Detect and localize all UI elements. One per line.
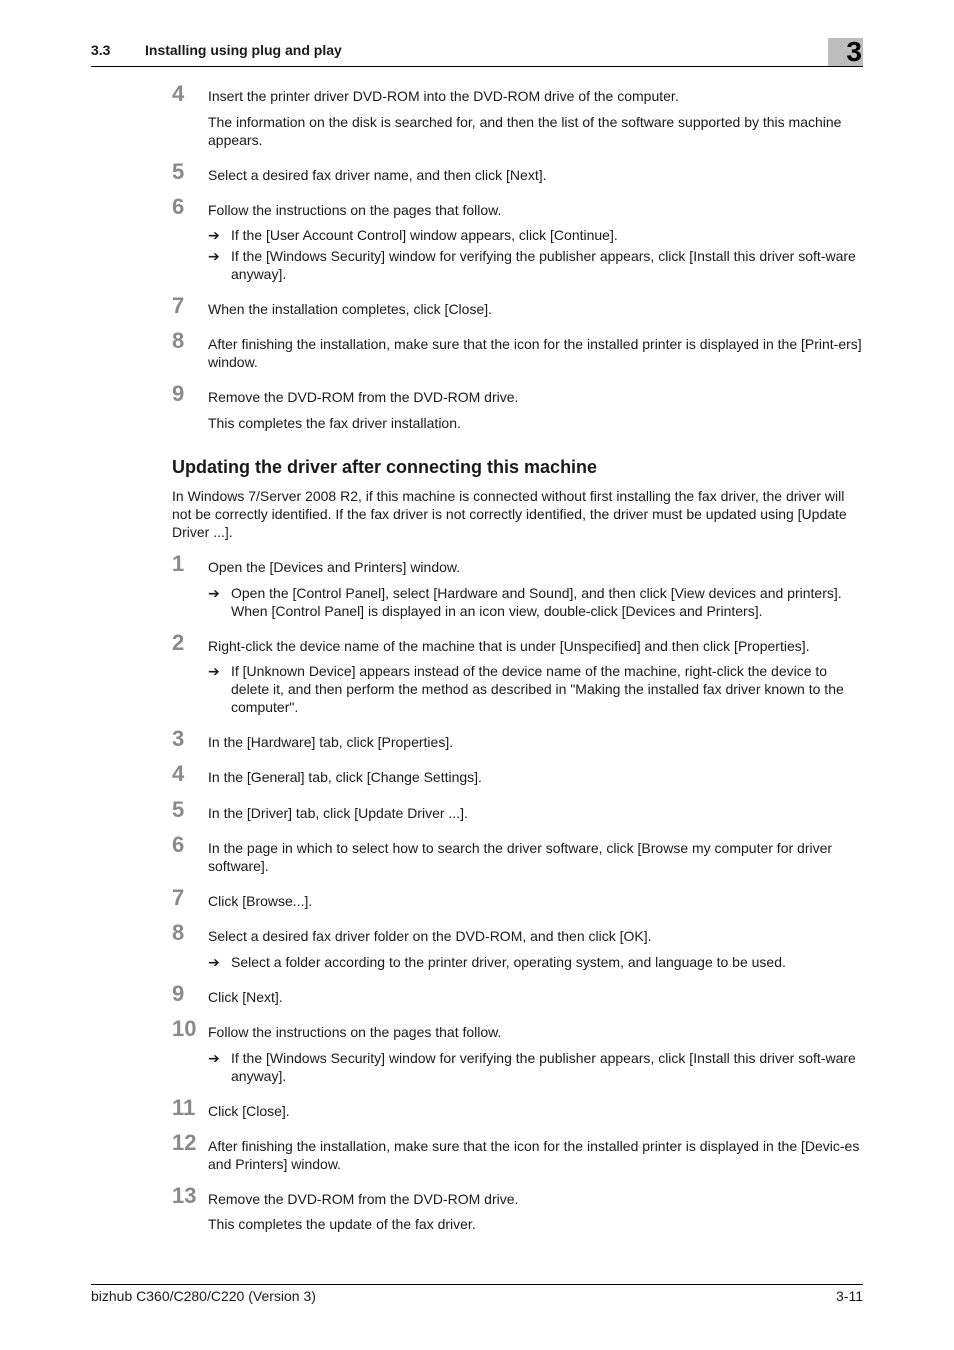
- step-text: When the installation completes, click [Close].: [208, 301, 493, 317]
- step-bullet: Open the [Control Panel], select [Hardware and Sound], and then click [View devices and printers]. When [Control Panel] is displayed in an icon view, double-click [Devices and Printers].: [231, 585, 842, 619]
- page-footer: [91, 1284, 863, 1304]
- step-bullet: If the [Windows Security] window for verifying the publisher appears, click [Install this driver soft-ware anyway].: [231, 248, 856, 282]
- chapter-number: 3: [846, 36, 862, 67]
- step-text: Remove the DVD-ROM from the DVD-ROM drive.: [208, 389, 519, 405]
- step-text: Follow the instructions on the pages that follow.: [208, 202, 502, 218]
- step-bullet: If [Unknown Device] appears instead of the device name of the machine, right-click the device to delete it, and then perform the method as described in "Making the installed fax driver known to the computer".: [231, 663, 844, 715]
- step-text: Follow the instructions on the pages that follow.: [208, 1024, 502, 1040]
- arrow-icon: ➔: [208, 248, 220, 264]
- arrow-icon: ➔: [208, 585, 220, 601]
- section-title: Installing using plug and play: [145, 42, 342, 58]
- step-number: 11: [172, 1095, 196, 1120]
- step-text: Insert the printer driver DVD-ROM into the DVD-ROM drive of the computer.: [208, 88, 679, 104]
- step-number: 3: [172, 726, 185, 751]
- section-number: 3.3: [91, 42, 111, 58]
- section-intro: In Windows 7/Server 2008 R2, if this machine is connected without first installing the fax driver, the driver will not be correctly identified. If the fax driver is not correctly identified, the driver must be updated using [Update Driver ...].: [172, 488, 847, 540]
- step-number: 8: [172, 920, 185, 945]
- step-number: 6: [172, 832, 185, 857]
- arrow-icon: ➔: [208, 954, 220, 970]
- step-text: In the page in which to select how to search the driver software, click [Browse my computer for driver software].: [208, 840, 833, 874]
- step-number: 8: [172, 328, 185, 353]
- step-text: Click [Browse...].: [208, 893, 313, 909]
- step-number: 5: [172, 797, 185, 822]
- step-number: 6: [172, 194, 185, 219]
- chapter-tab: [828, 38, 863, 66]
- step-number: 13: [172, 1183, 197, 1208]
- step-text: In the [General] tab, click [Change Settings].: [208, 769, 482, 785]
- step-text: Click [Close].: [208, 1103, 290, 1119]
- footer-page-number: 3-11: [836, 1288, 863, 1304]
- step-note: The information on the disk is searched for, and then the list of the software supported by this machine appears.: [208, 114, 842, 148]
- subsection-heading: Updating the driver after connecting this machine: [172, 457, 598, 477]
- step-bullet: Select a folder according to the printer driver, operating system, and language to be used.: [231, 954, 786, 970]
- step-text: After finishing the installation, make sure that the icon for the installed printer is displayed in the [Devic-es and Printers] window.: [208, 1138, 860, 1172]
- step-number: 7: [172, 885, 185, 910]
- step-number: 5: [172, 159, 185, 184]
- step-number: 12: [172, 1130, 197, 1155]
- step-number: 4: [172, 81, 185, 106]
- step-note: This completes the update of the fax driver.: [208, 1216, 476, 1232]
- step-text: Select a desired fax driver folder on the DVD-ROM, and then click [OK].: [208, 928, 652, 944]
- step-number: 9: [172, 981, 185, 1006]
- step-text: Open the [Devices and Printers] window.: [208, 559, 461, 575]
- step-text: Click [Next].: [208, 989, 283, 1005]
- step-bullet: If the [Windows Security] window for verifying the publisher appears, click [Install this driver soft-ware anyway].: [231, 1050, 856, 1084]
- step-text: In the [Hardware] tab, click [Properties].: [208, 734, 454, 750]
- step-text: After finishing the installation, make sure that the icon for the installed printer is displayed in the [Print-ers] window.: [208, 336, 862, 370]
- step-text: Right-click the device name of the machine that is under [Unspecified] and then click [Properties].: [208, 638, 810, 654]
- step-number: 10: [172, 1016, 197, 1041]
- step-bullet: If the [User Account Control] window appears, click [Continue].: [231, 227, 618, 243]
- step-text: Remove the DVD-ROM from the DVD-ROM drive.: [208, 1191, 519, 1207]
- arrow-icon: ➔: [208, 663, 220, 679]
- step-text: Select a desired fax driver name, and then click [Next].: [208, 167, 547, 183]
- arrow-icon: ➔: [208, 227, 220, 243]
- step-note: This completes the fax driver installation.: [208, 415, 461, 431]
- step-number: 9: [172, 381, 185, 406]
- step-number: 7: [172, 293, 185, 318]
- footer-product: bizhub C360/C280/C220 (Version 3): [91, 1288, 316, 1304]
- step-number: 4: [172, 761, 185, 786]
- page-header: [91, 38, 863, 67]
- step-number: 2: [172, 630, 185, 655]
- arrow-icon: ➔: [208, 1050, 220, 1066]
- step-text: In the [Driver] tab, click [Update Driver ...].: [208, 805, 468, 821]
- step-number: 1: [172, 551, 185, 576]
